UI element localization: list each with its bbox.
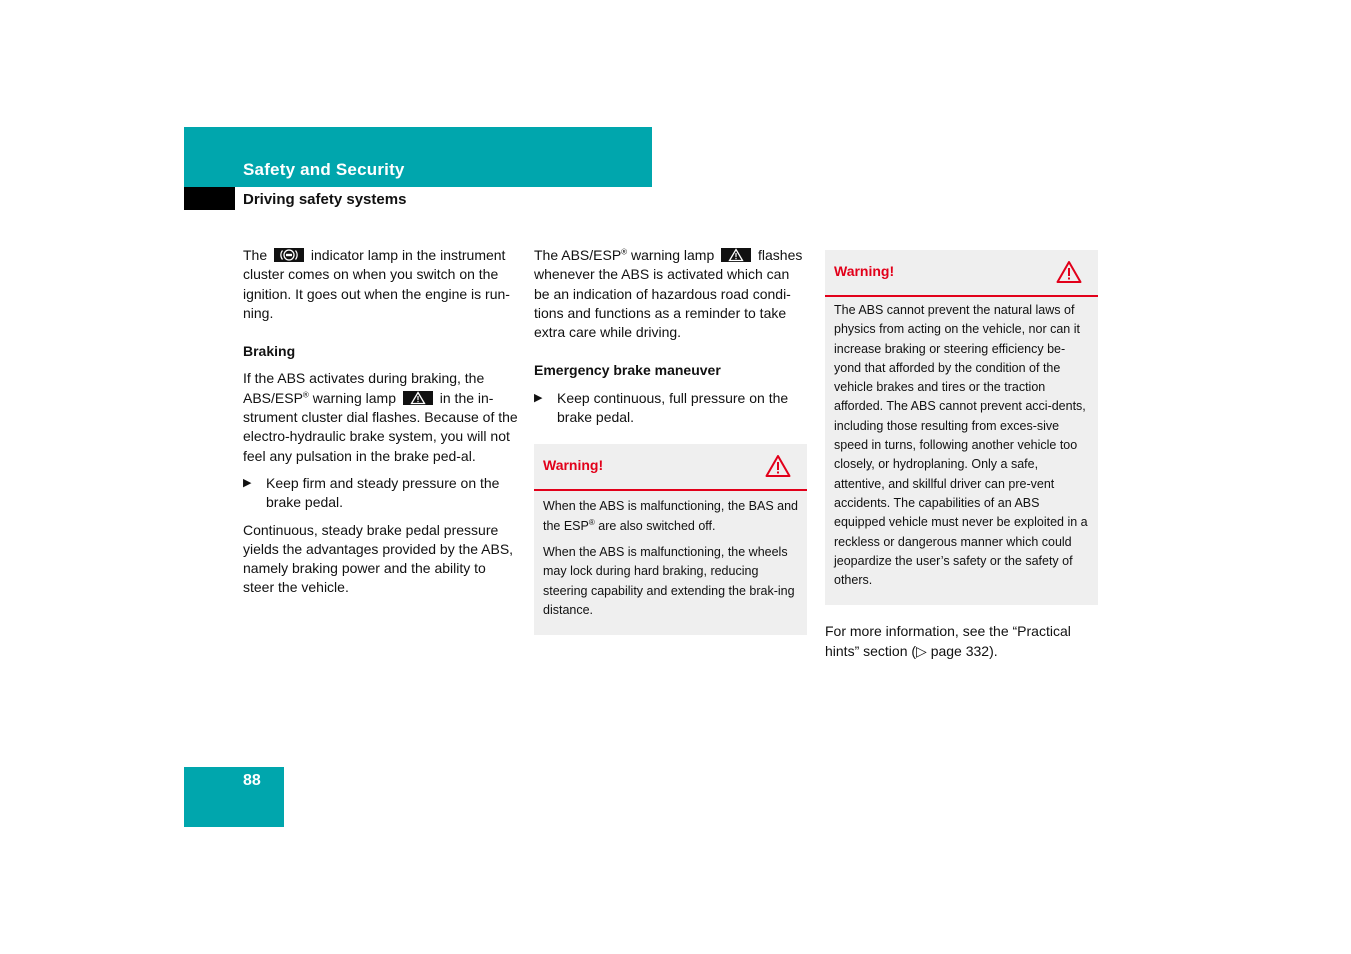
warning-triangle-outline-icon	[1056, 260, 1082, 289]
warning-triangle-outline-icon	[765, 454, 791, 483]
section-title: Driving safety systems	[243, 191, 407, 208]
braking-heading: Braking	[243, 343, 296, 360]
warning-header	[825, 250, 1098, 297]
warning-paragraph-2: When the ABS is malfunctioning, the wheels may lock during hard braking, reducing steering capability and extending the brak-ing distance.	[543, 544, 795, 617]
column-3	[825, 246, 1098, 669]
warning-body	[825, 297, 1098, 605]
braking-text-a: If the ABS activates during braking, the ABS/ESP	[243, 370, 485, 406]
braking-paragraph-2: Continuous, steady brake pedal pressure yields the advantages provided by the ABS, namely braking power and the ability to steer the vehicle.	[243, 521, 514, 596]
abs-indicator-icon	[274, 248, 304, 262]
lamp-text-a: The ABS/ESP	[534, 247, 622, 263]
bullet-item	[534, 389, 807, 428]
warning-body	[534, 491, 807, 635]
warning-paragraph-1	[543, 497, 798, 536]
warning-text-b: are also switched off.	[598, 518, 716, 533]
warning-label: Warning!	[834, 263, 895, 279]
page-number-band	[184, 767, 284, 827]
registered-mark: ®	[302, 390, 309, 400]
warning-box	[534, 444, 807, 635]
braking-text-b: warning lamp	[312, 389, 396, 406]
warning-label: Warning!	[543, 457, 604, 474]
chapter-title: Safety and Security	[243, 160, 405, 179]
registered-mark: ®	[621, 247, 628, 257]
warning-box	[825, 250, 1098, 605]
warning-lamp-paragraph	[534, 246, 807, 342]
warning-triangle-icon	[721, 248, 751, 262]
bullet-text: Keep firm and steady pressure on the brake pedal.	[266, 474, 500, 511]
warning-text-a: When the ABS is malfunctioning, the BAS and the ESP	[543, 499, 799, 533]
braking-text-c: in the in-strument cluster dial flashes. Because of the electro-hydraulic brake system, you will not feel any pulsation in the brake ped-al.	[243, 389, 518, 464]
page-number: 88	[243, 772, 261, 789]
braking-paragraph-1	[243, 369, 519, 465]
bullet-item	[243, 474, 519, 513]
header-band	[184, 127, 652, 187]
intro-paragraph	[243, 246, 519, 323]
bullet-arrow-icon: ▶	[243, 476, 252, 489]
intro-text-end: indicator lamp in the instrument cluster comes on when you switch on the ignition. It goes out when the engine is run-ning.	[243, 247, 510, 321]
warning-triangle-icon	[403, 391, 433, 405]
bullet-arrow-icon: ▶	[534, 391, 543, 404]
emergency-heading: Emergency brake maneuver	[534, 362, 721, 379]
registered-mark: ®	[588, 517, 595, 527]
intro-text-start: The	[243, 247, 268, 263]
lamp-text-c: flashes whenever the ABS is activated which can be an indication of hazardous road condi-tions and functions as a reminder to take extra care while driving.	[534, 247, 803, 341]
column-1	[243, 246, 519, 606]
column-2	[534, 246, 807, 635]
more-info-link-text[interactable]: For more information, see the “Practical hints” section (▷ page 332).	[825, 623, 1071, 659]
section-marker	[184, 187, 235, 210]
warning-paragraph-1: The ABS cannot prevent the natural laws of physics from acting on the vehicle, nor can it increase braking or steering efficiency be-yond that afforded by the condition of the vehicle brakes and tires or the traction afforded. The ABS cannot prevent acci-dents, including those resulting from exces-sive speed in turns, following another vehicle too closely, or hydroplaning. Only a safe, attentive, and skillful driver can pre-vent accidents. The capabilities of an ABS equipped vehicle must never be exploited in a reckless or dangerous manner which could jeopardize the user’s safety or the safety of others.	[834, 303, 1088, 588]
warning-header	[534, 444, 807, 491]
bullet-text: Keep continuous, full pressure on the brake pedal.	[557, 389, 789, 426]
lamp-text-b: warning lamp	[630, 247, 715, 263]
